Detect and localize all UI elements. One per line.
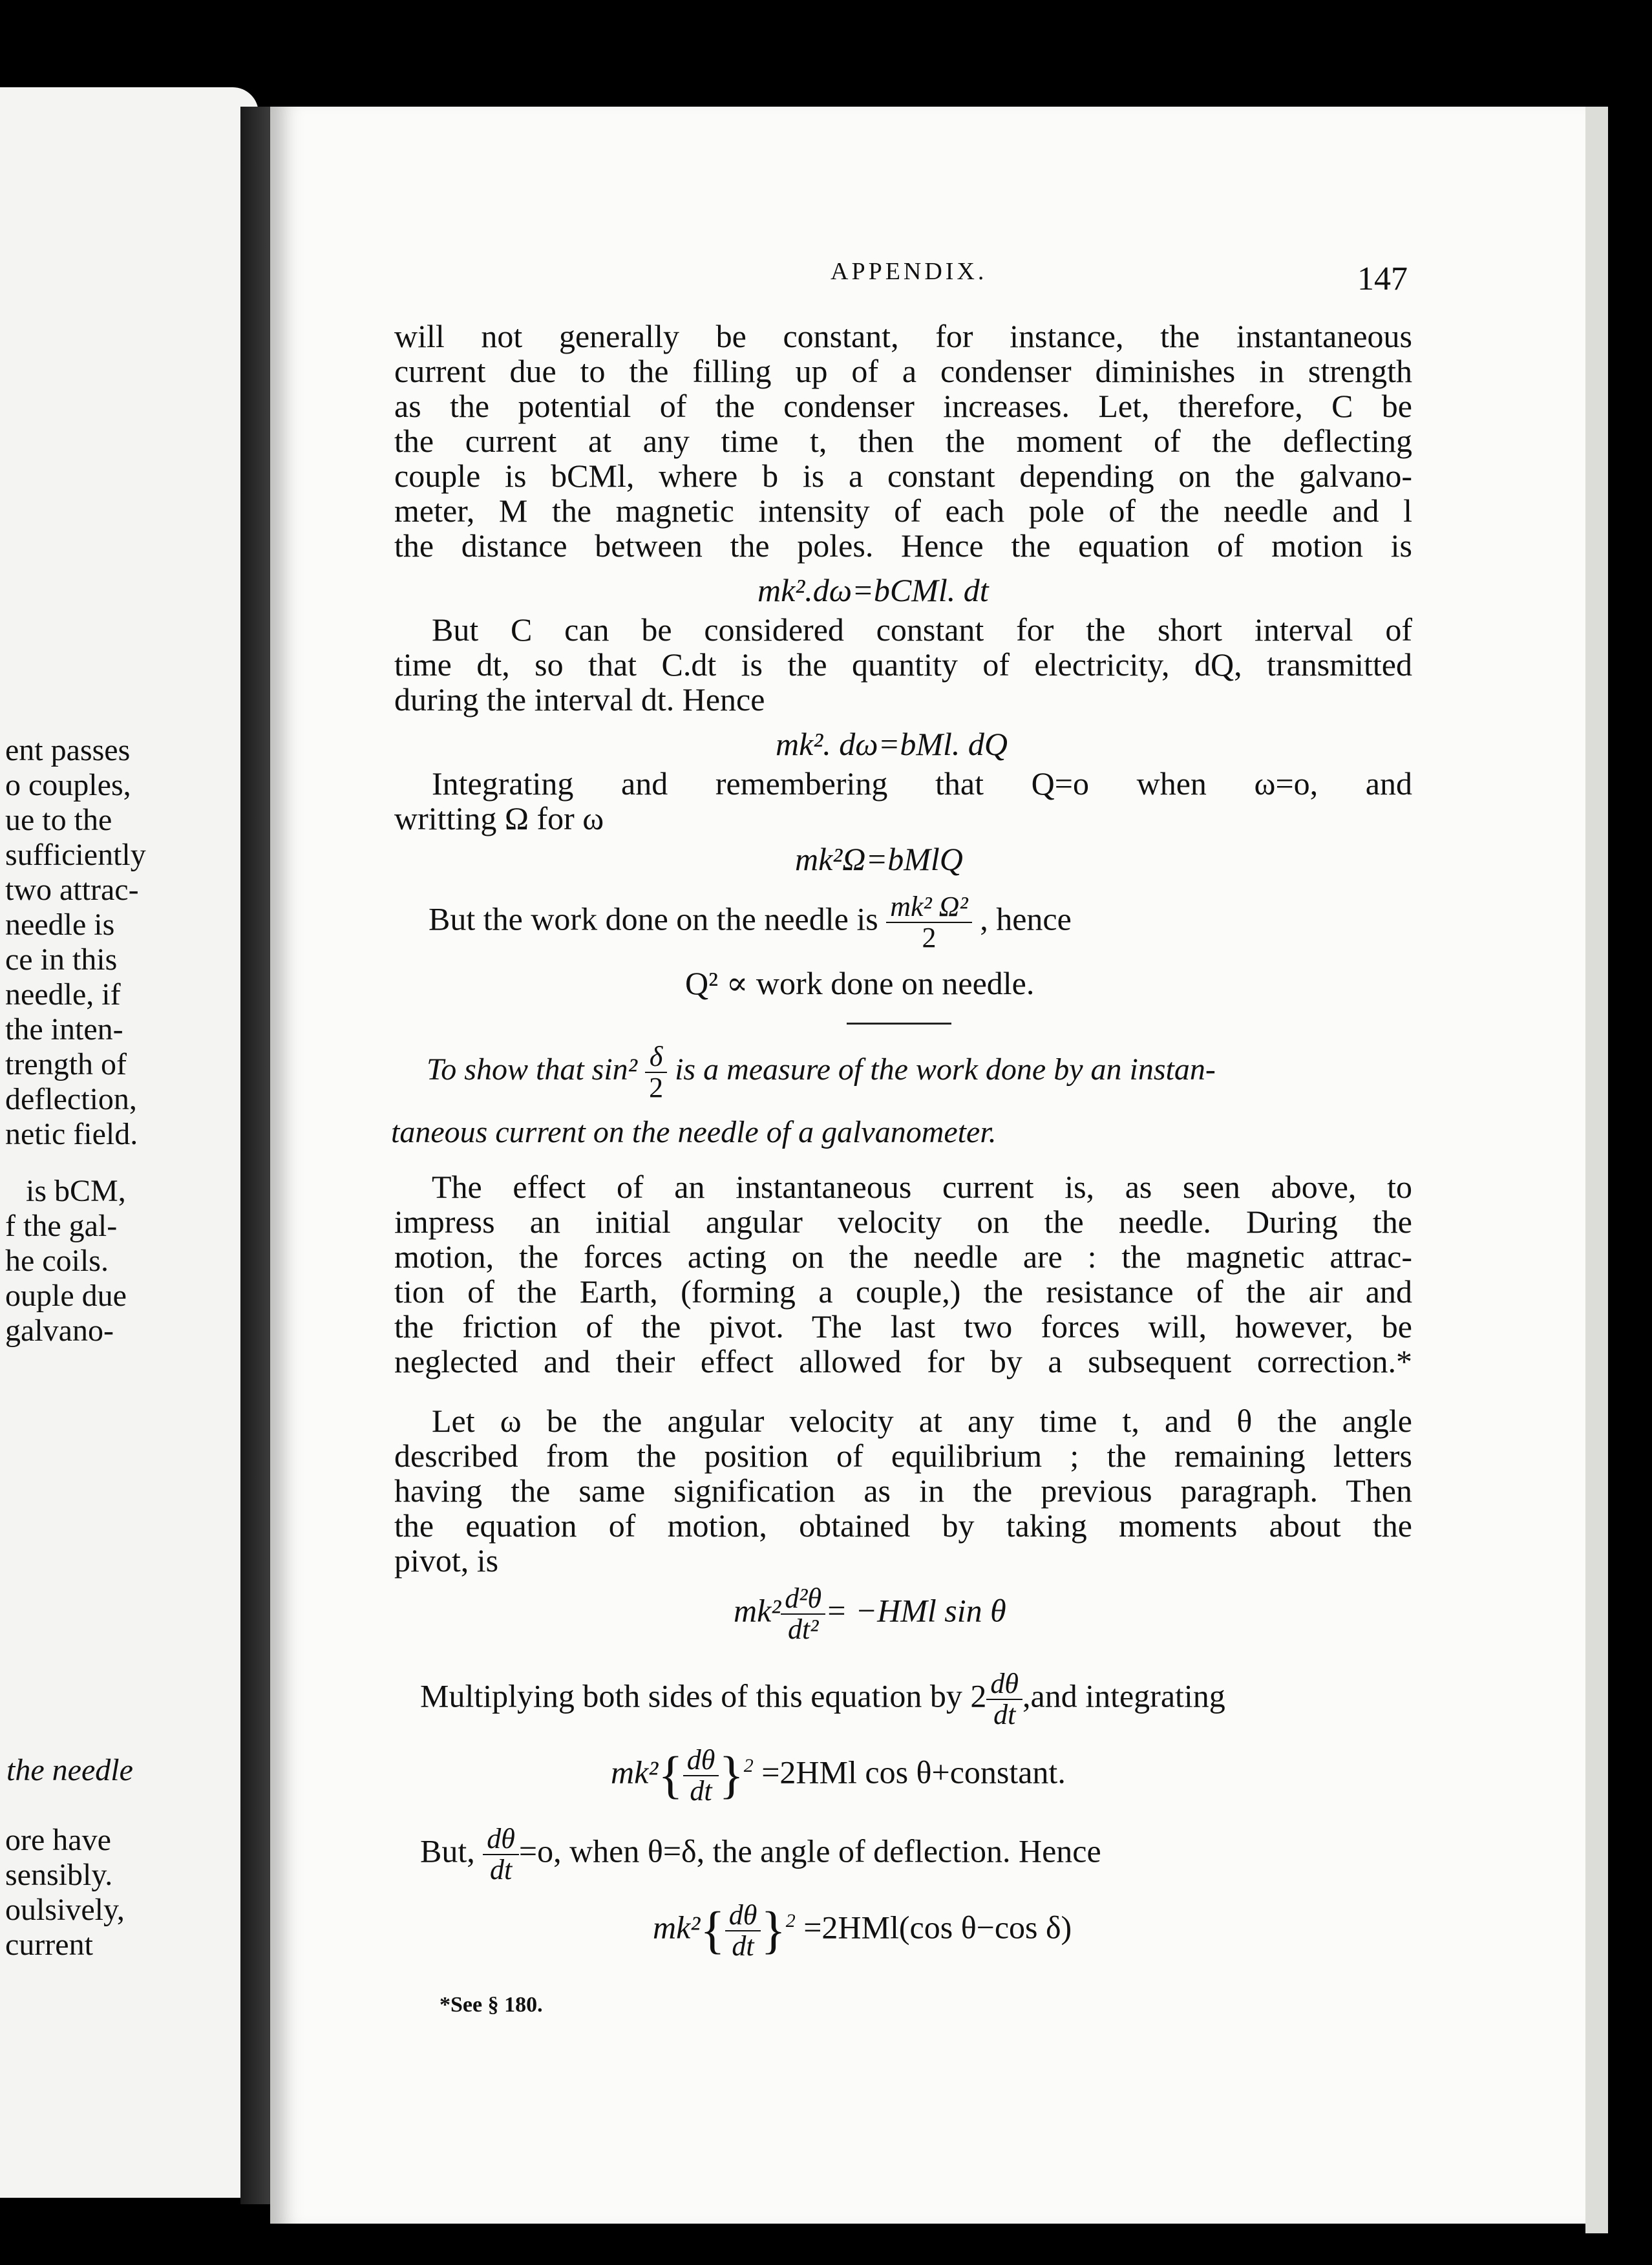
left-page-fragment: needle, if [5,977,121,1012]
fraction-numerator: dθ [725,1900,761,1931]
left-page-fragment: he coils. [5,1244,109,1278]
left-page-fragment: oulsively, [5,1893,125,1927]
text-line: current due to the filling up of a condenser diminishes in strength [394,353,1412,389]
heading-fragment: is a measure of the work done by an instan- [675,1052,1216,1087]
text-line: couple is bCMl, where b is a constant depending on the galvano- [394,458,1412,494]
left-facing-page [0,87,259,2198]
heading-fragment: To show that sin² [427,1052,638,1087]
text-line: meter, M the magnetic intensity of each pole of the needle and l [394,493,1412,529]
equation-part: mk² [611,1754,659,1791]
text-line: the distance between the poles. Hence the equation of motion is [394,527,1412,564]
fraction [986,1669,1022,1730]
exponent: 2 [785,1910,796,1931]
left-page-fragment: ce in this [5,942,118,977]
left-page-fragment: f the gal- [5,1209,118,1243]
fraction-numerator: mk² Ω² [886,892,972,923]
text-line-with-fraction [420,1824,1101,1885]
text-line: writting Ω for ω [394,800,604,836]
fraction-numerator: dθ [683,1745,719,1776]
fraction-numerator: dθ [986,1669,1022,1700]
equation-part: mk² [734,1592,781,1629]
equation-part: = −HMl sin θ [825,1592,1006,1629]
fraction-numerator: dθ [483,1824,519,1855]
left-page-fragment: two attrac- [5,873,139,907]
equation-part: =2HMl cos θ+constant. [761,1754,1066,1791]
text-fragment: But the work done on the needle is [429,900,878,937]
text-fragment: =o, when θ=δ, the angle of deflection. Hence [518,1833,1101,1869]
running-head: APPENDIX. [831,258,988,285]
fraction [683,1745,719,1806]
text-line: neglected and their effect allowed for by a subsequent correction.* [394,1343,1412,1379]
left-page-fragment: the inten- [5,1012,123,1047]
text-line: will not generally be constant, for instance, the instantaneous [394,318,1412,354]
page-number: 147 [1357,261,1408,297]
fraction [886,892,972,953]
equation-part: =2HMl(cos θ−cos δ) [803,1909,1072,1946]
text-line: the friction of the pivot. The last two forces will, however, be [394,1308,1412,1345]
fraction-numerator: δ [645,1042,667,1073]
text-fragment: But, [420,1833,475,1869]
left-page-fragment: current [5,1928,93,1962]
text-line: during the interval dt. Hence [394,681,765,718]
fraction-numerator: d²θ [781,1584,825,1615]
fraction-denominator: 2 [922,922,937,954]
text-line: The effect of an instantaneous current is, as seen above, to [432,1169,1412,1205]
equation: mk².dω=bCMl. dt [757,572,989,608]
equation [734,1584,1006,1644]
equation: mk². dω=bMl. dQ [776,726,1008,762]
fraction-denominator: dt² [787,1613,819,1646]
text-fragment: ,and integrating [1022,1677,1225,1714]
section-heading-line: taneous current on the needle of a galvanometer. [391,1115,997,1149]
equation: mk²Ω=bMlQ [795,841,963,877]
text-line: tion of the Earth, (forming a couple,) the resistance of the air and [394,1273,1412,1310]
left-page-fragment: ouple due [5,1279,127,1313]
left-brace: { [658,1747,683,1804]
left-page-fragment: sensibly. [5,1858,113,1892]
text-line-with-fraction [429,892,1072,953]
left-page-fragment: netic field. [5,1117,138,1151]
fraction [483,1824,519,1885]
text-line: having the same signification as in the previous paragraph. Then [394,1473,1412,1509]
left-page-fragment: the needle [6,1753,133,1787]
fraction-denominator: dt [993,1699,1016,1731]
text-line: impress an initial angular velocity on the needle. During the [394,1204,1412,1240]
text-line-with-fraction [420,1669,1225,1730]
left-brace: { [700,1902,725,1959]
equation [653,1900,1072,1961]
equation [611,1745,1066,1806]
fraction-denominator: 2 [649,1072,664,1104]
fraction [725,1900,761,1961]
left-page-fragment: sufficiently [5,838,146,872]
right-brace: } [719,1747,744,1804]
text-fragment: , hence [980,900,1072,937]
left-page-fragment: trength of [5,1047,127,1081]
equation-part: mk² [653,1909,701,1946]
equation: Q² ∝ work done on needle. [685,965,1035,1001]
text-line: Let ω be the angular velocity at any time t, and θ the angle [432,1403,1412,1439]
section-rule [847,1023,951,1025]
text-fragment: Multiplying both sides of this equation by 2 [420,1677,987,1714]
fraction-denominator: dt [690,1775,712,1807]
text-line: the equation of motion, obtained by taking moments about the [394,1507,1412,1544]
footnote: *See § 180. [439,1993,543,2017]
text-line: described from the position of equilibrium ; the remaining letters [394,1438,1412,1474]
exponent: 2 [743,1755,754,1776]
text-line: motion, the forces acting on the needle are : the magnetic attrac- [394,1239,1412,1275]
text-line: the current at any time t, then the moment of the deflecting [394,423,1412,459]
left-page-fragment: deflection, [5,1082,137,1116]
text-line: time dt, so that C.dt is the quantity of electricity, dQ, transmitted [394,646,1412,683]
fraction-denominator: dt [489,1854,513,1886]
left-page-fragment: ore have [5,1823,111,1857]
page-edge [1585,107,1608,2233]
text-line: pivot, is [394,1542,499,1579]
left-page-fragment: galvano- [5,1313,114,1348]
left-page-fragment: o couples, [5,768,131,802]
left-page-fragment: ue to the [5,803,112,837]
text-line: But C can be considered constant for the short interval of [432,611,1412,648]
fraction [645,1042,667,1103]
fraction-denominator: dt [732,1930,754,1962]
section-heading-line [427,1042,1216,1103]
left-page-fragment: is bCM, [26,1174,126,1208]
right-brace: } [761,1902,786,1959]
text-line: Integrating and remembering that Q=o when ω=o, and [432,765,1412,802]
left-page-fragment: needle is [5,908,115,942]
left-page-fragment: ent passes [5,733,131,767]
fraction [781,1584,825,1644]
text-line: as the potential of the condenser increases. Let, therefore, C be [394,388,1412,424]
